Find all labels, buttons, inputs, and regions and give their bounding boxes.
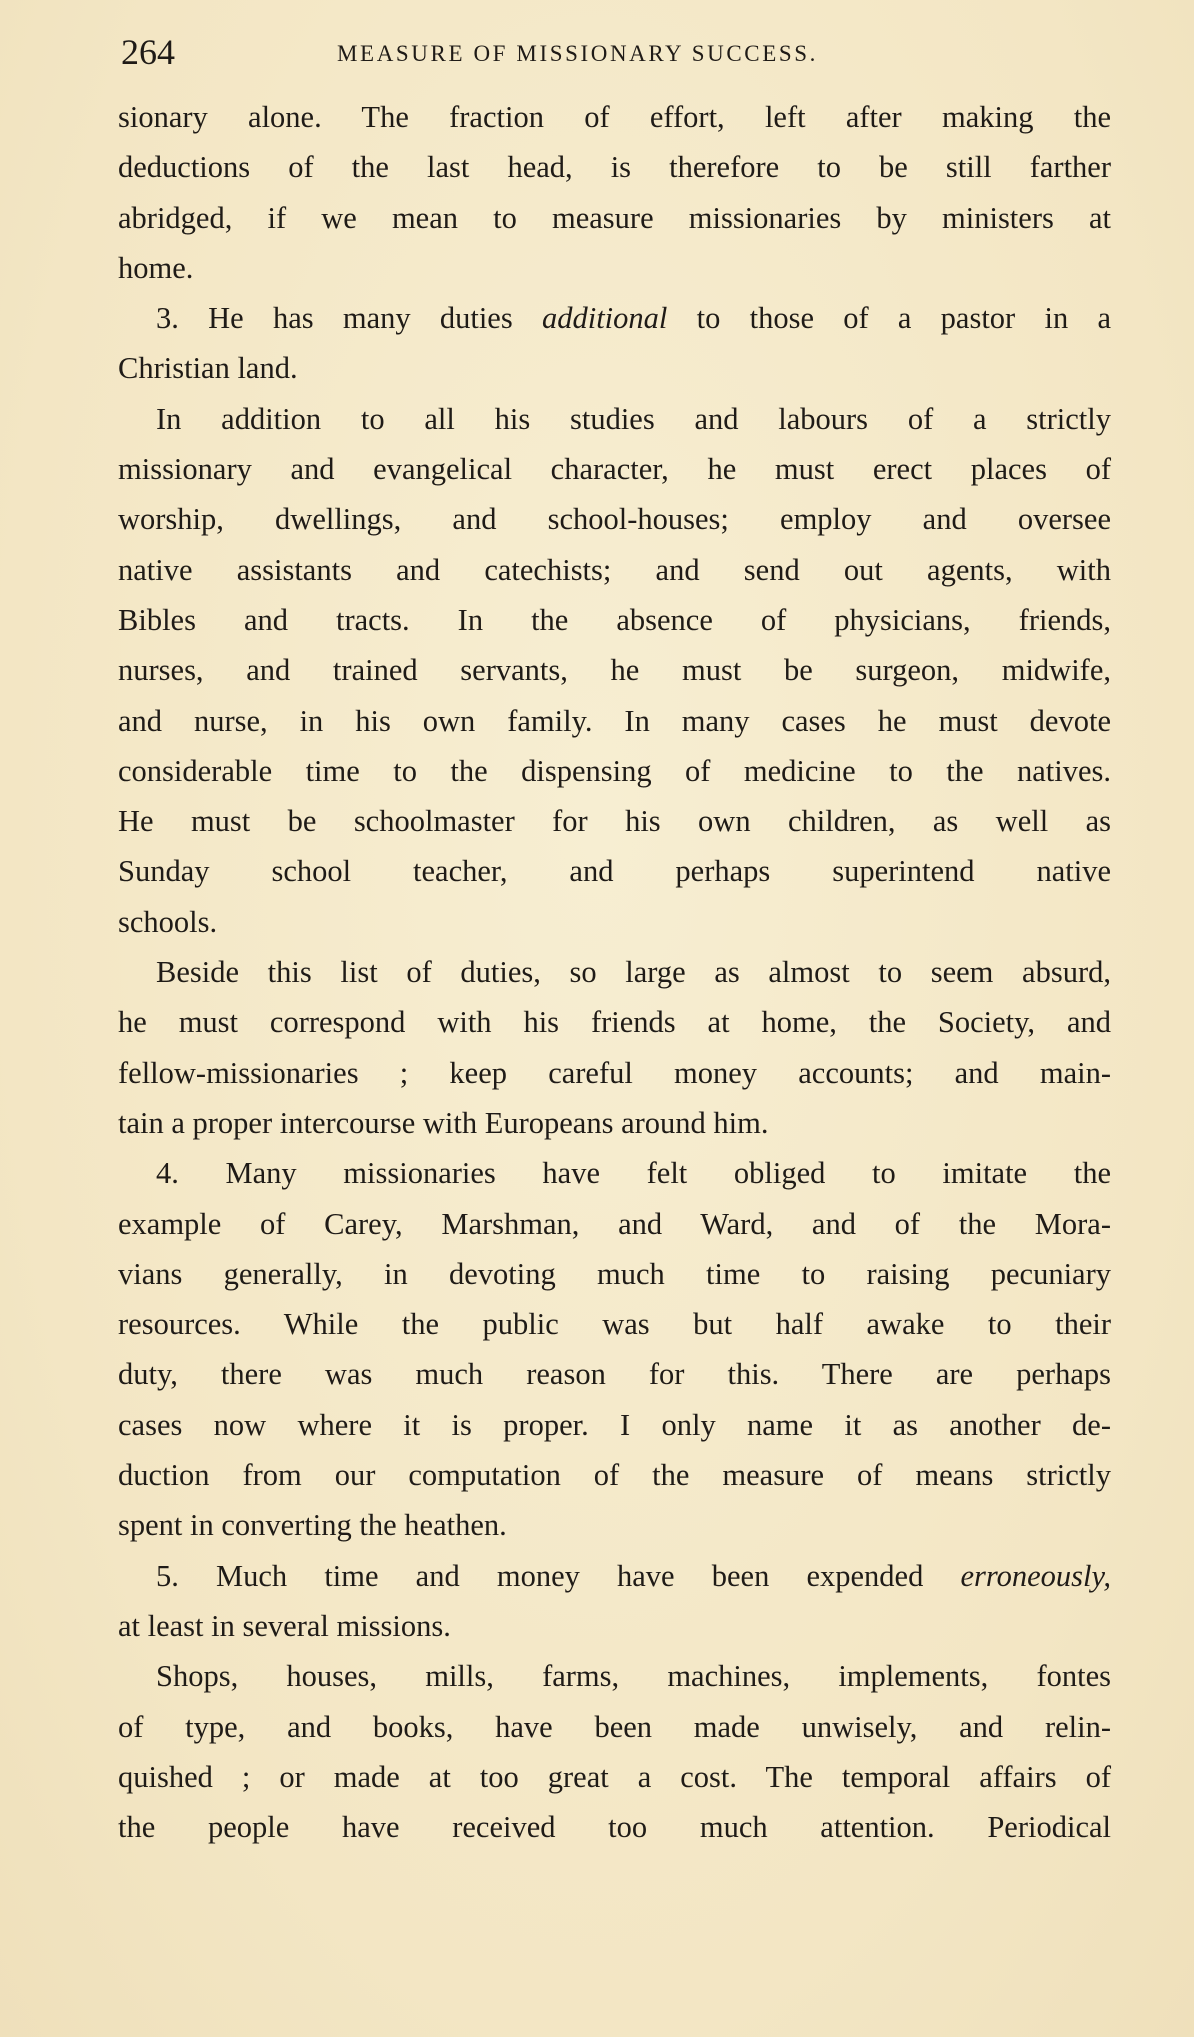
text-line: schools. — [118, 904, 218, 939]
text-line: Christian land. — [118, 351, 298, 386]
text-line: deductions of the last head, is therefore to be still farther — [118, 150, 1111, 185]
text-line: Shops, houses, mills, farms, machines, implements, fontes — [156, 1659, 1111, 1694]
text-line: cases now where it is proper. I only name it as another de- — [118, 1407, 1111, 1442]
text-line: abridged, if we mean to measure missionaries by ministers at — [118, 200, 1111, 235]
text-line: example of Carey, Marshman, and Ward, and of the Mora- — [118, 1206, 1111, 1241]
text-segment: to those of a pastor in a — [667, 301, 1111, 336]
italic-text: additional — [541, 301, 668, 336]
text-line: duty, there was much reason for this. There are perhaps — [118, 1357, 1111, 1392]
text-line: at least in several missions. — [118, 1608, 451, 1643]
page-number: 264 — [121, 32, 175, 72]
text-line: He must be schoolmaster for his own children, as well as — [118, 804, 1111, 839]
text-line — [118, 1551, 1111, 1601]
text-segment: 3. He has many duties — [156, 301, 542, 336]
text-line: missionary and evangelical character, he must erect places of — [118, 452, 1111, 487]
text-line: spent in converting the heathen. — [118, 1508, 507, 1543]
text-line: native assistants and catechists; and send out agents, with — [118, 552, 1111, 587]
text-line: tain a proper intercourse with Europeans around him. — [118, 1105, 769, 1140]
text-line: Bibles and tracts. In the absence of physicians, friends, — [118, 602, 1111, 637]
text-line: In addition to all his studies and labours of a strictly — [156, 401, 1111, 436]
body-text — [118, 92, 1111, 1852]
text-line: quished ; or made at too great a cost. The temporal affairs of — [118, 1759, 1111, 1794]
text-line: he must correspond with his friends at home, the Society, and — [118, 1005, 1111, 1040]
text-line: vians generally, in devoting much time to raising pecuniary — [118, 1256, 1111, 1291]
text-segment: 5. Much time and money have been expended — [156, 1558, 961, 1593]
text-line: worship, dwellings, and school-houses; employ and oversee — [118, 502, 1111, 537]
text-line: 4. Many missionaries have felt obliged to imitate the — [156, 1156, 1111, 1191]
text-line: the people have received too much attention. Periodical — [118, 1810, 1111, 1845]
page-header — [121, 30, 941, 74]
text-line: considerable time to the dispensing of medicine to the natives. — [118, 753, 1111, 788]
text-line: resources. While the public was but half awake to their — [118, 1307, 1111, 1342]
text-line — [118, 293, 1111, 343]
text-line: home. — [118, 250, 194, 285]
italic-text: erroneously, — [960, 1558, 1111, 1593]
text-line: fellow-missionaries ; keep careful money accounts; and main- — [118, 1055, 1111, 1090]
text-line: and nurse, in his own family. In many cases he must devote — [118, 703, 1111, 738]
text-line: of type, and books, have been made unwisely, and relin- — [118, 1709, 1111, 1744]
text-line: Sunday school teacher, and perhaps superintend native — [118, 854, 1111, 889]
text-line: sionary alone. The fraction of effort, left after making the — [118, 100, 1111, 134]
running-head: MEASURE OF MISSIONARY SUCCESS. — [337, 41, 819, 66]
text-line: Beside this list of duties, so large as almost to seem absurd, — [156, 955, 1111, 990]
text-line: duction from our computation of the measure of means strictly — [118, 1458, 1111, 1493]
text-line: nurses, and trained servants, he must be surgeon, midwife, — [118, 653, 1111, 688]
